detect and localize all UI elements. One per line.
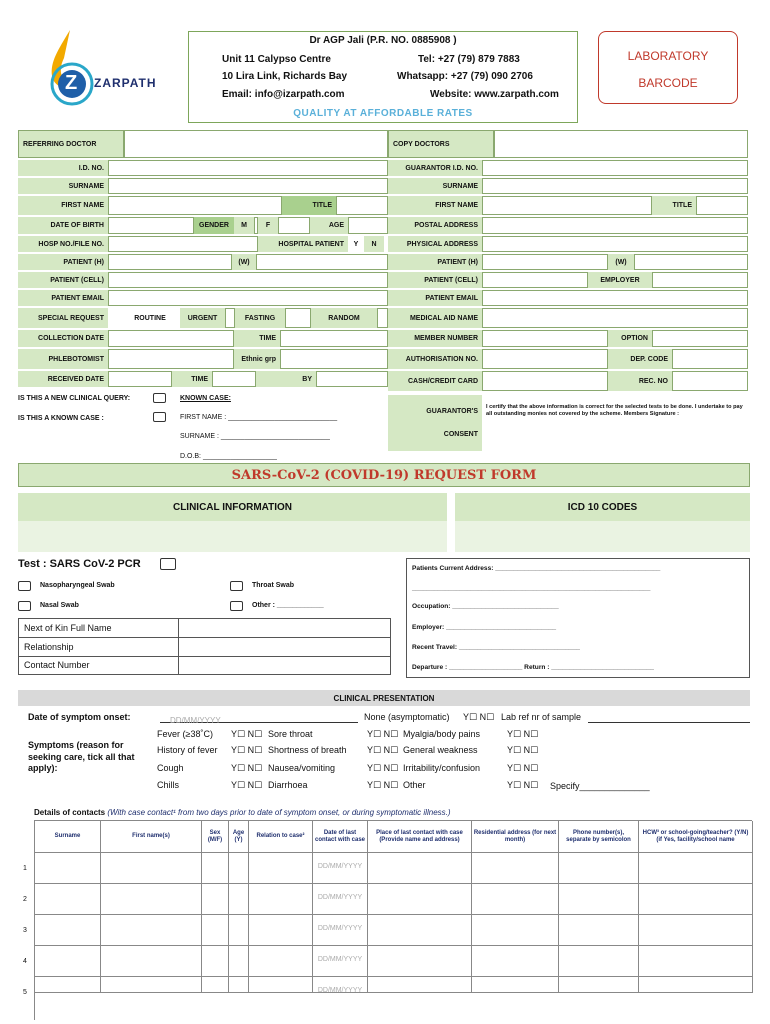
website: Website: www.zarpath.com: [430, 89, 559, 100]
contacts-cell[interactable]: [229, 884, 249, 915]
authorisation-label: AUTHORISATION NO.: [388, 349, 482, 369]
ethnic-label: [234, 349, 280, 369]
contacts-cell[interactable]: [559, 946, 639, 977]
contact-date-placeholder: DD/MM/YYYY: [317, 863, 363, 870]
logo-letter: Z: [65, 72, 78, 94]
surname-label: SURNAME: [18, 178, 108, 194]
logo-drop-icon: [30, 28, 175, 114]
known-case-surname[interactable]: SURNAME : ____________________________: [180, 432, 330, 440]
symptom-label: Fever (≥38˚C): [157, 729, 213, 739]
postal-label: POSTAL ADDRESS: [388, 217, 482, 234]
cash-field[interactable]: [482, 371, 608, 391]
medical-aid-label: MEDICAL AID NAME: [388, 308, 482, 328]
contacts-row-number: 5: [23, 989, 27, 996]
contacts-cell[interactable]: [35, 946, 101, 977]
contacts-cell[interactable]: [639, 884, 753, 915]
current-address[interactable]: Patients Current Address: _____________________________________________: [412, 565, 661, 572]
symptom-label: Nausea/vomiting: [268, 763, 336, 773]
symptom-yn[interactable]: Y☐ N☐: [367, 763, 399, 773]
contacts-cell[interactable]: [35, 915, 101, 946]
nasal-label: Nasal Swab: [40, 602, 79, 609]
contacts-cell[interactable]: [202, 853, 229, 884]
contact-date-placeholder: DD/MM/YYYY: [317, 894, 363, 901]
contacts-cell[interactable]: [559, 915, 639, 946]
employer-label: EMPLOYER: [588, 272, 652, 288]
contacts-cell[interactable]: [472, 946, 559, 977]
received-time-field[interactable]: [212, 371, 256, 387]
contacts-cell[interactable]: [313, 853, 368, 884]
guarantor-consent-line1: GUARANTOR'S: [426, 408, 478, 415]
hospital-patient-n[interactable]: N: [364, 236, 384, 252]
contacts-caption-bold: Details of contacts: [34, 808, 108, 817]
contact-date-placeholder: DD/MM/YYYY: [317, 987, 363, 994]
g-patient-cell-label: PATIENT (CELL): [388, 272, 482, 288]
hosp-no-field[interactable]: [108, 236, 258, 252]
g-patient-h-label: PATIENT (H): [388, 254, 482, 270]
logo: [30, 28, 175, 114]
copy-doctors-label: COPY DOCTORS: [388, 130, 494, 158]
known-case-first-name[interactable]: FIRST NAME : ____________________________: [180, 413, 338, 421]
onset-field[interactable]: [160, 710, 358, 723]
relationship-field[interactable]: [179, 638, 390, 657]
contacts-cell[interactable]: [313, 946, 368, 977]
member-number-field[interactable]: [482, 330, 608, 347]
contacts-cell[interactable]: [249, 915, 313, 946]
ethnic-text: Ethnic grp: [241, 355, 276, 363]
member-number-label: MEMBER NUMBER: [388, 330, 482, 347]
received-by-label: BY: [256, 371, 316, 387]
g-first-name-field[interactable]: [482, 196, 652, 215]
header-info-box: [188, 31, 578, 123]
contacts-row-number: 4: [23, 958, 27, 965]
contacts-cell[interactable]: [368, 977, 472, 993]
symptom-label: Irritability/confusion: [403, 763, 481, 773]
contacts-header-cell: Surname: [35, 821, 101, 853]
collection-date-label: COLLECTION DATE: [18, 330, 108, 347]
contacts-cell[interactable]: [249, 853, 313, 884]
g-title-field[interactable]: [696, 196, 748, 215]
contacts-table: [23, 820, 752, 1020]
received-time-label: TIME: [172, 371, 212, 387]
contacts-caption: [34, 808, 451, 817]
contacts-header-cell: Phone number(s), separate by semicolon: [559, 821, 639, 853]
dob-field[interactable]: [108, 217, 194, 234]
contacts-cell[interactable]: [313, 915, 368, 946]
contacts-cell[interactable]: [639, 977, 753, 993]
phlebotomist-label: PHLEBOTOMIST: [18, 349, 108, 369]
collection-date-field[interactable]: [108, 330, 234, 347]
first-name-label: FIRST NAME: [18, 196, 108, 215]
contacts-cell[interactable]: [35, 853, 101, 884]
fasting-option[interactable]: FASTING: [235, 308, 285, 328]
form-title: SARS-CoV-2 (COVID-19) REQUEST FORM: [231, 467, 537, 483]
contacts-cell[interactable]: [229, 853, 249, 884]
contacts-cell[interactable]: [368, 853, 472, 884]
symptom-label: History of fever: [157, 745, 218, 755]
new-query-checkbox[interactable]: [153, 393, 166, 403]
kin-name-field[interactable]: [179, 619, 390, 638]
fasting-box[interactable]: [285, 308, 311, 328]
certify-text: I certify that the above information is correct for the selected tests to be done. I undertake to pay all outstanding monies not covered by the scheme. Members Signature :: [486, 404, 743, 417]
g-patient-cell-field[interactable]: [482, 272, 588, 288]
kin-table: [18, 618, 391, 675]
random-option[interactable]: RANDOM: [311, 308, 377, 328]
symptom-yn[interactable]: Y☐ N☐: [231, 763, 263, 773]
clinical-info-area[interactable]: [18, 521, 447, 552]
contacts-cell[interactable]: [202, 977, 229, 993]
routine-option[interactable]: ROUTINE: [134, 314, 166, 322]
recent-travel[interactable]: Recent Travel: _________________________________: [412, 644, 580, 651]
contacts-cell[interactable]: [639, 853, 753, 884]
other-checkbox[interactable]: [230, 601, 243, 611]
patient-h-label: PATIENT (H): [18, 254, 108, 270]
collection-time-label: TIME: [234, 330, 280, 347]
g-surname-field[interactable]: [482, 178, 748, 194]
symptom-label: Cough: [157, 763, 184, 773]
contacts-cell[interactable]: [559, 853, 639, 884]
symptom-yn[interactable]: Y☐ N☐: [507, 745, 539, 755]
contacts-header-cell: Date of last contact with case: [313, 821, 368, 853]
hosp-no-label: HOSP NO./FILE NO.: [18, 236, 108, 252]
contacts-header-cell: Relation to case²: [249, 821, 313, 853]
known-case-question: IS THIS A KNOWN CASE :: [18, 414, 104, 422]
received-date-field[interactable]: [108, 371, 172, 387]
contacts-cell[interactable]: [249, 946, 313, 977]
contacts-cell[interactable]: [101, 977, 202, 993]
barcode-label: BARCODE: [638, 76, 698, 90]
contacts-cell[interactable]: [472, 977, 559, 993]
onset-placeholder: DD/MM/YYYY: [170, 716, 221, 725]
contacts-header-cell: Residential address (for next month): [472, 821, 559, 853]
g-surname-label: SURNAME: [388, 178, 482, 194]
form-title-bar: [18, 463, 750, 487]
collection-time-field[interactable]: [280, 330, 388, 347]
cash-label: CASH/CREDIT CARD: [388, 371, 482, 391]
contacts-cell[interactable]: [229, 915, 249, 946]
guarantor-id-label: GUARANTOR I.D. NO.: [388, 160, 482, 176]
contacts-cell[interactable]: [202, 884, 229, 915]
contacts-cell[interactable]: [101, 915, 202, 946]
contacts-row-number: 2: [23, 896, 27, 903]
email: Email: info@izarpath.com: [222, 89, 345, 100]
guarantor-consent-line2: CONSENT: [443, 431, 478, 438]
clinical-info-title: CLINICAL INFORMATION: [172, 501, 293, 513]
contacts-cell[interactable]: [101, 853, 202, 884]
contacts-cell[interactable]: [313, 884, 368, 915]
address-line-2: 10 Lira Link, Richards Bay: [222, 71, 348, 82]
tagline: QUALITY AT AFFORDABLE RATES: [293, 108, 473, 119]
gender-m[interactable]: M: [234, 217, 254, 234]
patient-w-field[interactable]: [256, 254, 388, 270]
contacts-cell[interactable]: [368, 884, 472, 915]
copy-doctors-field[interactable]: [494, 130, 748, 158]
medical-aid-field[interactable]: [482, 308, 748, 328]
contacts-cell[interactable]: [472, 915, 559, 946]
patient-email-field[interactable]: [108, 290, 388, 306]
contact-date-placeholder: DD/MM/YYYY: [317, 925, 363, 932]
relationship-label: Relationship: [19, 638, 179, 657]
contacts-header-cell: Sex (M/F): [202, 821, 229, 853]
patient-h-field[interactable]: [108, 254, 232, 270]
contacts-cell[interactable]: [639, 915, 753, 946]
urgent-box[interactable]: [225, 308, 235, 328]
first-name-field[interactable]: [108, 196, 282, 215]
symptom-yn[interactable]: Y☐ N☐: [231, 729, 263, 739]
g-patient-h-field[interactable]: [482, 254, 608, 270]
random-box[interactable]: [377, 308, 388, 328]
icd-header: [455, 493, 750, 521]
guarantor-id-field[interactable]: [482, 160, 748, 176]
contacts-header-cell: Place of last contact with case (Provide name and address): [368, 821, 472, 853]
logo-text: ZARPATH: [94, 76, 157, 90]
symptom-label: General weakness: [403, 745, 478, 755]
doctor-name: Dr AGP Jali (P.R. NO. 0885908 ): [309, 35, 457, 46]
received-date-label: RECEIVED DATE: [18, 371, 108, 387]
contacts-cell[interactable]: [229, 946, 249, 977]
contacts-cell[interactable]: [472, 884, 559, 915]
guarantor-consent-label: [388, 395, 482, 451]
surname-field[interactable]: [108, 178, 388, 194]
telephone: Tel: +27 (79) 879 7883: [418, 54, 520, 65]
symptom-label: Diarrhoea: [268, 780, 308, 790]
title-field[interactable]: [336, 196, 388, 215]
contacts-cell[interactable]: [35, 977, 101, 993]
none-asymptomatic: None (asymptomatic): [364, 712, 450, 722]
symptom-label: Chills: [157, 780, 180, 790]
dep-code-label: DEP. CODE: [608, 349, 672, 369]
authorisation-field[interactable]: [482, 349, 608, 369]
urgent-option[interactable]: URGENT: [180, 308, 225, 328]
contacts-header-cell: First name(s): [101, 821, 202, 853]
employer-field[interactable]: [652, 272, 748, 288]
referring-doctor-label: REFERRING DOCTOR: [18, 130, 124, 158]
employer[interactable]: Employer: ______________________________: [412, 624, 557, 631]
g-title-label: TITLE: [652, 196, 696, 215]
hospital-patient-label: HOSPITAL PATIENT: [258, 236, 348, 252]
contacts-cell[interactable]: [472, 853, 559, 884]
contacts-cell[interactable]: [368, 946, 472, 977]
age-field[interactable]: [348, 217, 388, 234]
contacts-row-number: 3: [23, 927, 27, 934]
symptom-yn[interactable]: Y☐ N☐: [367, 745, 399, 755]
specify-field[interactable]: Specify______________: [550, 781, 650, 791]
known-case-checkbox[interactable]: [153, 412, 166, 422]
clinical-presentation-title: CLINICAL PRESENTATION: [333, 693, 435, 703]
lab-label: LABORATORY: [627, 49, 709, 63]
g-first-name-label: FIRST NAME: [388, 196, 482, 215]
patient-email-label: PATIENT EMAIL: [18, 290, 108, 306]
gender-label: GENDER: [194, 217, 234, 234]
contacts-cell[interactable]: [313, 977, 368, 993]
patient-cell-field[interactable]: [108, 272, 388, 288]
new-query-label: IS THIS A NEW CLINICAL QUERY:: [18, 394, 131, 402]
patient-cell-label: PATIENT (CELL): [18, 272, 108, 288]
title-label: TITLE: [282, 196, 336, 215]
dob-label: DATE OF BIRTH: [18, 217, 108, 234]
g-patient-w-field[interactable]: [634, 254, 748, 270]
symptom-yn[interactable]: Y☐ N☐: [507, 729, 539, 739]
g-patient-email-field[interactable]: [482, 290, 748, 306]
symptom-yn[interactable]: Y☐ N☐: [367, 729, 399, 739]
symptom-yn[interactable]: Y☐ N☐: [367, 780, 399, 790]
other-label[interactable]: Other : ____________: [252, 602, 324, 609]
rec-no-field[interactable]: [672, 371, 748, 391]
contacts-cell[interactable]: [559, 977, 639, 993]
test-label: Test : SARS CoV-2 PCR: [18, 558, 141, 570]
contacts-cell[interactable]: [202, 915, 229, 946]
physical-field[interactable]: [482, 236, 748, 252]
whatsapp: Whatsapp: +27 (79) 090 2706: [397, 71, 533, 82]
nasal-checkbox[interactable]: [18, 601, 31, 611]
symptom-yn[interactable]: Y☐ N☐: [231, 780, 263, 790]
naso-label: Nasopharyngeal Swab: [40, 582, 115, 589]
rec-no-label: REC. NO: [608, 371, 672, 391]
lab-ref-label: Lab ref nr of sample: [501, 712, 582, 722]
symptom-yn[interactable]: Y☐ N☐: [507, 780, 539, 790]
address-line-1: Unit 11 Calypso Centre: [222, 54, 331, 65]
known-case-heading: KNOWN CASE:: [180, 394, 231, 402]
contacts-cell[interactable]: [639, 946, 753, 977]
icd-title: ICD 10 CODES: [567, 501, 638, 513]
id-no-label: I.D. NO.: [18, 160, 108, 176]
hospital-patient-y[interactable]: Y: [353, 240, 359, 248]
special-request-label: SPECIAL REQUEST: [18, 308, 108, 328]
contact-number-field[interactable]: [179, 657, 390, 674]
current-address-line2[interactable]: _________________________________________________________________: [412, 585, 651, 592]
contacts-cell[interactable]: [559, 884, 639, 915]
symptom-label: Other: [403, 780, 426, 790]
contacts-caption-italic: (With case contact¹ from two days prior to date of symptom onset, or during symptomatic illness.): [107, 808, 451, 817]
contacts-cell[interactable]: [202, 946, 229, 977]
symptom-label: Sore throat: [268, 729, 313, 739]
throat-label: Throat Swab: [252, 582, 295, 589]
symptom-label: Shortness of breath: [268, 745, 347, 755]
referring-doctor-field[interactable]: [124, 130, 388, 158]
contacts-cell[interactable]: [35, 884, 101, 915]
naso-checkbox[interactable]: [18, 581, 31, 591]
clinical-presentation-header: [18, 690, 750, 706]
received-by-field[interactable]: [316, 371, 388, 387]
contacts-cell[interactable]: [249, 977, 313, 993]
symptom-yn[interactable]: Y☐ N☐: [231, 745, 263, 755]
contacts-cell[interactable]: [101, 884, 202, 915]
postal-field[interactable]: [482, 217, 748, 234]
known-case-dob[interactable]: D.O.B: ___________________: [180, 452, 277, 460]
contacts-cell[interactable]: [101, 946, 202, 977]
gender-f-label[interactable]: F: [258, 217, 278, 234]
contacts-cell[interactable]: [229, 977, 249, 993]
throat-checkbox[interactable]: [230, 581, 243, 591]
departure-return[interactable]: Departure : ____________________ Return : ____________________________: [412, 664, 654, 671]
option-field[interactable]: [652, 330, 748, 347]
occupation[interactable]: Occupation: _____________________________: [412, 603, 559, 610]
contact-date-placeholder: DD/MM/YYYY: [317, 956, 363, 963]
patient-w-label: (W): [232, 254, 256, 270]
lab-ref-field[interactable]: [588, 710, 750, 723]
contact-number-label: Contact Number: [19, 657, 179, 674]
symptoms-label: Symptoms (reason for seeking care, tick all that apply):: [28, 740, 135, 774]
clinical-info-header: [18, 493, 447, 521]
dep-code-field[interactable]: [672, 349, 748, 369]
g-patient-w-label: (W): [608, 254, 634, 270]
gender-f-box[interactable]: [278, 217, 310, 234]
onset-label: Date of symptom onset:: [28, 712, 131, 722]
contacts-row-number: 1: [23, 865, 27, 872]
kin-name-label: Next of Kin Full Name: [19, 619, 179, 638]
option-label: OPTION: [608, 330, 652, 347]
icd-area[interactable]: [455, 521, 750, 552]
test-checkbox[interactable]: [160, 558, 176, 570]
age-label: AGE: [310, 217, 348, 234]
id-no-field[interactable]: [108, 160, 388, 176]
address-panel: [406, 558, 750, 678]
g-patient-email-label: PATIENT EMAIL: [388, 290, 482, 306]
physical-label: PHYSICAL ADDRESS: [388, 236, 482, 252]
symptom-yn[interactable]: Y☐ N☐: [507, 763, 539, 773]
symptom-label: Myalgia/body pains: [403, 729, 481, 739]
none-yn[interactable]: Y☐ N☐: [463, 712, 495, 722]
lab-barcode-box: [598, 31, 738, 104]
contacts-header-cell: HCW³ or school-going/teacher? (Y/N) (if Yes, facility/school name: [639, 821, 753, 853]
contacts-header-cell: Age (Y): [229, 821, 249, 853]
contacts-cell[interactable]: [249, 884, 313, 915]
contacts-cell[interactable]: [368, 915, 472, 946]
phlebotomist-field[interactable]: [108, 349, 234, 369]
ethnic-field[interactable]: [280, 349, 388, 369]
